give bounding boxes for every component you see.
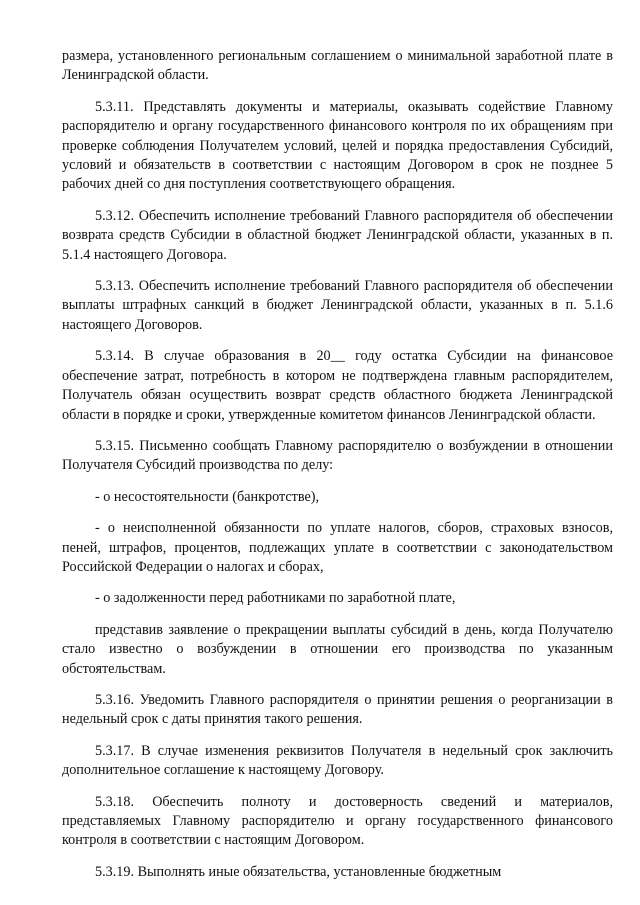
paragraph-5-3-19: 5.3.19. Выполнять иные обязательства, установленные бюджетным: [95, 863, 502, 880]
paragraph-5-3-13: 5.3.13. Обеспечить исполнение требований Главного распорядителя об обеспечении выплаты штрафных санкций в бюджет Ленинградской области, указанных в п. 5.1.6 настоящего Договоров.: [62, 278, 613, 333]
paragraph-5-3-14: 5.3.14. В случае образования в 20__ году остатка Субсидии на финансовое обеспечение затрат, потребность в котором не подтверждена главным распорядителем, Получатель обязан осуществить возврат средств областного бюджета Ленинградской области в порядке и сроки, утвержденные комитетом финансов Ленинградской области.: [62, 348, 613, 423]
list-item-tax-obligations: - о неисполненной обязанности по уплате налогов, сборов, страховых взносов, пеней, штрафов, процентов, подлежащих уплате в соответствии с законодательством Российской Федерации о налогах и сборах,: [62, 520, 613, 575]
paragraph-statement-submission: представив заявление о прекращении выплаты субсидий в день, когда Получателю стало известно о возбуждении в отношении его производства по указанным обстоятельствам.: [62, 621, 613, 677]
paragraph-5-3-11: 5.3.11. Представлять документы и материалы, оказывать содействие Главному распорядителю и органу государственного финансового контроля по их обращениям при проверке соблюдения Получателем условий, целей и порядка предоставления Субсидий, условий и обязательств в соответствии с настоящим Договором в срок не позднее 5 рабочих дней со дня поступления соответствующего обращения.: [62, 98, 613, 193]
paragraph-5-3-16: 5.3.16. Уведомить Главного распорядителя о принятии решения о реорганизации в недельный срок с даты принятия такого решения.: [62, 691, 613, 728]
paragraph-5-3-17: 5.3.17. В случае изменения реквизитов Получателя в недельный срок заключить дополнительное соглашение к настоящему Договору.: [62, 742, 613, 779]
list-item-wage-arrears: - о задолженности перед работниками по заработной плате,: [95, 590, 456, 607]
paragraph-5-3-12: 5.3.12. Обеспечить исполнение требований Главного распорядителя об обеспечении возврата средств Субсидии в областной бюджет Ленинградской области, указанных в п. 5.1.4 настоящего Договора.: [62, 207, 613, 263]
paragraph-5-3-15: 5.3.15. Письменно сообщать Главному распорядителю о возбуждении в отношении Получателя Субсидий производства по делу:: [62, 437, 613, 474]
list-item-bankruptcy: - о несостоятельности (банкротстве),: [95, 488, 320, 505]
paragraph-5-3-18: 5.3.18. Обеспечить полноту и достоверность сведений и материалов, представляемых Главному распорядителю и органу государственного финансового контроля в соответствии с настоящим Договором.: [62, 793, 613, 849]
paragraph-continuation: размера, установленного региональным соглашением о минимальной заработной плате в Ленинградской области.: [62, 48, 613, 84]
